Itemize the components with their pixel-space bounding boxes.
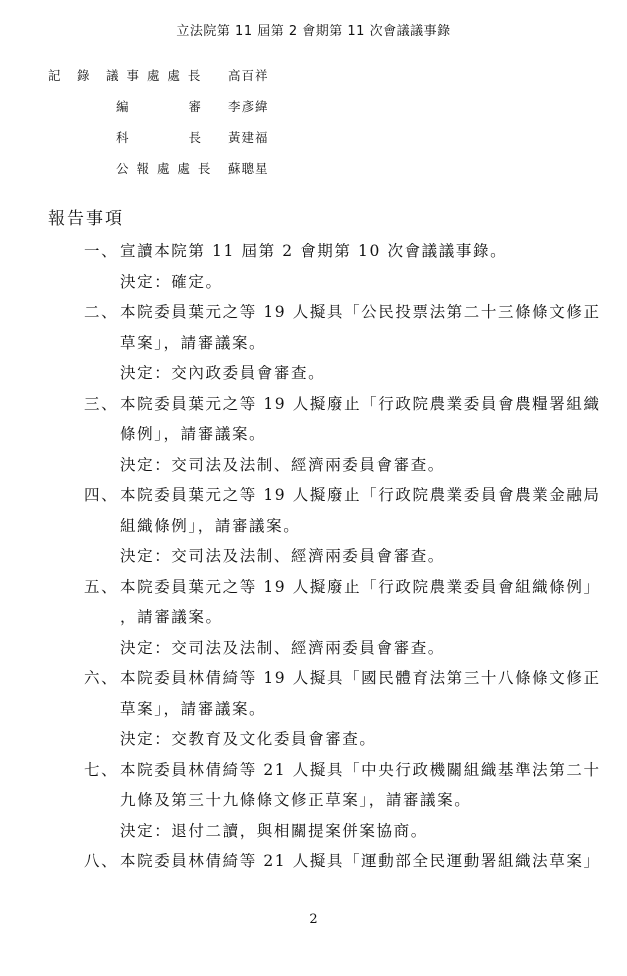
report-item — [84, 236, 614, 297]
report-item-line — [84, 602, 614, 633]
recorder-name: 李彥緯 — [228, 99, 269, 114]
report-item-line — [84, 236, 614, 267]
report-item-text: 宣讀本院第 11 屆第 2 會期第 10 次會議議事錄。 — [120, 242, 508, 260]
report-item — [84, 572, 614, 664]
report-item-number: 四、 — [84, 486, 119, 504]
report-item-decision: 決定：交司法及法制、經濟兩委員會審查。 — [120, 547, 445, 565]
report-item-line — [84, 328, 614, 359]
page-header-title: 立法院第 11 屆第 2 會期第 11 次會議議事錄 — [176, 24, 451, 39]
recorder-name: 黃建福 — [228, 130, 269, 145]
report-item-text: 本院委員葉元之等 19 人擬廢止「行政院農業委員會農糧署組織 — [120, 394, 601, 413]
report-item-number: 八、 — [84, 852, 119, 870]
recorder-title: 科 長 — [116, 130, 204, 145]
report-item-text: 本院委員葉元之等 19 人擬廢止「行政院農業委員會農業金融局 — [120, 486, 601, 504]
report-item-number: 五、 — [84, 577, 119, 596]
report-item-text: ，請審議案。 — [120, 608, 223, 626]
report-item — [84, 389, 614, 481]
report-item-number: 二、 — [84, 303, 119, 321]
report-item-number: 三、 — [84, 394, 119, 413]
report-item-number: 六、 — [84, 669, 119, 687]
report-item-line — [84, 511, 614, 542]
report-item-decision: 決定：交內政委員會審查。 — [120, 364, 326, 382]
report-item — [84, 755, 614, 847]
report-item-decision: 決定：交教育及文化委員會審查。 — [120, 730, 377, 748]
report-item — [84, 480, 614, 572]
report-item-text: 組織條例」，請審議案。 — [120, 516, 301, 535]
report-item-line — [84, 297, 614, 328]
recorder-title: 編 審 — [116, 99, 204, 114]
report-item-text: 九條及第三十九條條文修正草案」，請審議案。 — [120, 791, 472, 809]
recorder-title: 記 錄 議 事 處 處 長 — [48, 68, 203, 83]
report-item-number: 一、 — [84, 242, 119, 260]
report-item-decision: 決定：確定。 — [120, 272, 223, 291]
report-item-line — [84, 480, 614, 511]
report-item-text: 草案」，請審議案。 — [120, 699, 267, 718]
recorder-name: 蘇聰星 — [228, 161, 269, 176]
report-item-text: 本院委員林倩綺等 21 人擬具「中央行政機關組織基準法第二十 — [120, 760, 601, 779]
report-item-decision: 決定：交司法及法制、經濟兩委員會審查。 — [120, 638, 445, 657]
report-item-line — [84, 572, 614, 603]
report-item-line — [84, 785, 614, 816]
report-item-text: 草案」，請審議案。 — [120, 333, 267, 352]
report-item-decision: 決定：交司法及法制、經濟兩委員會審查。 — [120, 455, 445, 474]
report-item-number: 七、 — [84, 760, 119, 779]
report-item — [84, 297, 614, 389]
recorder-name: 高百祥 — [228, 68, 269, 83]
section-title: 報告事項 — [48, 209, 124, 229]
report-item-text: 本院委員葉元之等 19 人擬具「公民投票法第二十三條條文修正 — [120, 303, 601, 321]
page-header — [0, 20, 627, 39]
report-item-line — [84, 846, 614, 877]
report-items — [84, 236, 614, 877]
report-item — [84, 663, 614, 755]
report-item-text: 本院委員葉元之等 19 人擬廢止「行政院農業委員會組織條例」 — [120, 577, 601, 596]
report-item-line — [84, 694, 614, 725]
report-item-text: 本院委員林倩綺等 19 人擬具「國民體育法第三十八條條文修正 — [120, 669, 601, 687]
report-item-decision: 決定：退付二讀，與相關提案併案協商。 — [120, 821, 428, 840]
report-item-text: 條例」，請審議案。 — [120, 425, 267, 443]
report-item-text: 本院委員林倩綺等 21 人擬具「運動部全民運動署組織法草案」 — [120, 852, 601, 870]
report-item-line — [84, 419, 614, 450]
page-number: 2 — [309, 912, 318, 927]
report-item-line — [84, 389, 614, 420]
report-item — [84, 846, 614, 877]
report-item-line — [84, 755, 614, 786]
recorder-title: 公 報 處 處 長 — [116, 161, 213, 176]
report-item-line — [84, 663, 614, 694]
